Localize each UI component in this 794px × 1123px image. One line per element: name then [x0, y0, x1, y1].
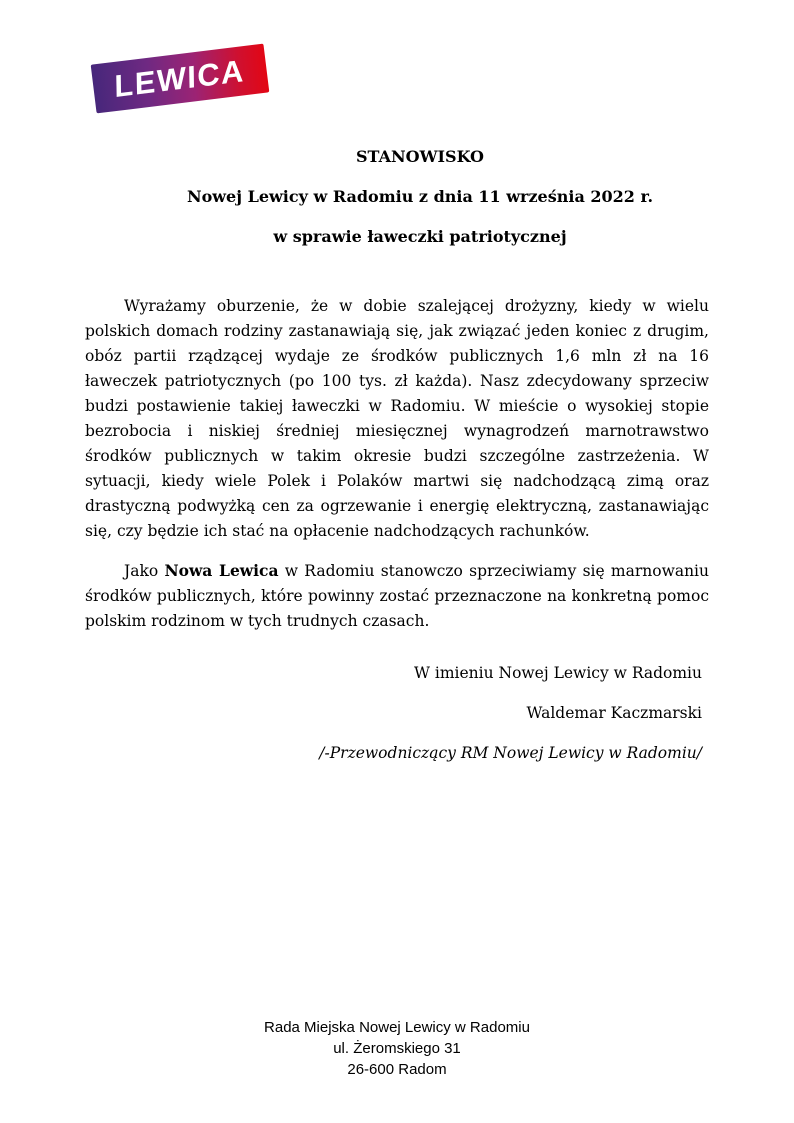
- paragraph-2-suffix: w Radomiu stanowczo sprzeciwiamy się marnowaniu środków publicznych, które powinny zostać przeznaczone na konkretną pomoc polskim rodzinom w tych trudnych czasach.: [85, 562, 709, 630]
- signature-role: /-Przewodniczący RM Nowej Lewicy w Radomiu/: [319, 744, 702, 762]
- heading-title: STANOWISKO: [356, 147, 484, 166]
- heading-subject: w sprawie ławeczki patriotycznej: [273, 227, 567, 246]
- signature-on-behalf: W imieniu Nowej Lewicy w Radomiu: [414, 664, 702, 682]
- paragraph-2-prefix: Jako: [124, 562, 165, 580]
- lewica-logo: [91, 44, 270, 114]
- lewica-logo-text: LEWICA: [114, 52, 246, 105]
- document-heading: [85, 148, 709, 268]
- paragraph-2-bold-party-name: Nowa Lewica: [164, 561, 279, 580]
- signature-name: Waldemar Kaczmarski: [526, 704, 702, 722]
- document-body: [85, 294, 709, 634]
- heading-subtitle-date: Nowej Lewicy w Radomiu z dnia 11 września 2022 r.: [186, 187, 654, 206]
- footer-street: ul. Żeromskiego 31: [333, 1040, 461, 1057]
- footer-address-block: [0, 1017, 794, 1080]
- paragraph-1: Wyrażamy oburzenie, że w dobie szalejącej drożyzny, kiedy w wielu polskich domach rodziny zastanawiają się, jak związać jeden koniec z drugim, obóz partii rządzącej wydaje ze środków publicznych 1,6 mln zł na 16 ławeczek patriotycznych (po 100 tys. zł każda). Nasz zdecydowany sprzeciw budzi postawienie takiej ławeczki w Radomiu. W mieście o wysokiej stopie bezrobocia i niskiej średniej miesięcznej wynagrodzeń marnotrawstwo środków publicznych w takim okresie budzi szczególne zastrzeżenia. W sytuacji, kiedy wiele Polek i Polaków martwi się nadchodzącą zimą oraz drastyczną podwyżką cen za ogrzewanie i energię elektryczną, zastanawiając się, czy będzie ich stać na opłacenie nadchodzących rachunków.: [85, 297, 709, 540]
- footer-organization: Rada Miejska Nowej Lewicy w Radomiu: [264, 1019, 530, 1036]
- paragraph-2: [85, 558, 709, 634]
- signature-block: [319, 653, 702, 773]
- footer-postal-city: 26-600 Radom: [347, 1061, 447, 1078]
